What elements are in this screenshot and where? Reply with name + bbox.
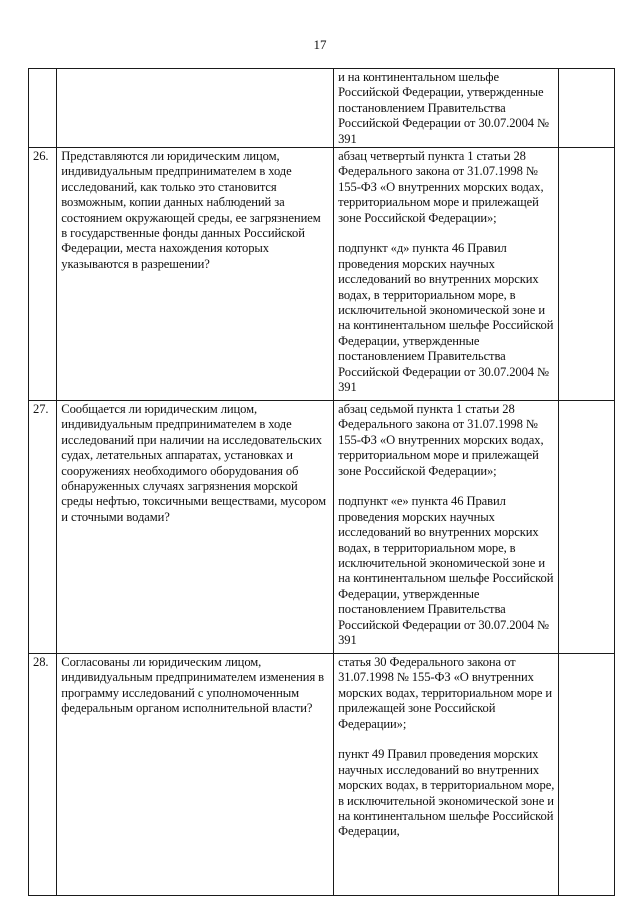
reference-text: подпункт «д» пункта 46 Правил проведения морских научных исследований во внутренних морских водах, в территориальном море, в исключительной экономической зоне и на континентальном шельфе Российской Федерации, утвержденные постановлением Правительства Российской Федерации от 30.07.2004 № 391: [338, 241, 554, 395]
table-row: [29, 401, 615, 654]
reference-text: и на континентальном шельфе Российской Федерации, утвержденные постановлением Правительства Российской Федерации от 30.07.2004 № 391: [338, 70, 549, 146]
reference-text: пункт 49 Правил проведения морских научных исследований во внутренних морских водах, в территориальном море, в исключительной экономической зоне и на континентальном шельфе Российской Федерации,: [338, 747, 555, 839]
reference-text: абзац четвертый пункта 1 статьи 28 Федерального закона от 31.07.1998 № 155-ФЗ «О внутренних морских водах, территориальном море и прилежащей зоне Российской Федерации»;: [338, 149, 544, 225]
reference-text: подпункт «е» пункта 46 Правил проведения морских научных исследований во внутренних морских водах, в территориальном море, в исключительной экономической зоне и на континентальном шельфе Российской Федерации, утвержденные постановлением Правительства Российской Федерации от 30.07.2004 № 391: [338, 494, 554, 648]
reference-text: абзац седьмой пункта 1 статьи 28 Федерального закона от 31.07.1998 № 155-ФЗ «О внутренних морских водах, территориальном море и прилежащей зоне Российской Федерации»;: [338, 402, 544, 478]
question-cell: Представляются ли юридическим лицом, индивидуальным предпринимателем в ходе исследований, как только это становится возможным, копии данных наблюдений за состоянием окружающей среды, ее загрязнением в государственные фонды данных Российской Федерации, места нахождения которых указываются в разрешении?: [57, 148, 334, 401]
row-number: 26.: [29, 148, 57, 401]
empty-cell: [559, 148, 615, 401]
page-number: 17: [313, 37, 327, 52]
reference-cell: [334, 401, 559, 654]
row-number: 27.: [29, 401, 57, 654]
table-row: [29, 654, 615, 896]
empty-cell: [559, 401, 615, 654]
reference-cell: [334, 148, 559, 401]
table-row: [29, 69, 615, 148]
empty-cell: [559, 69, 615, 148]
row-number: 28.: [29, 654, 57, 896]
row-number: [29, 69, 57, 148]
question-cell: [57, 69, 334, 148]
empty-cell: [559, 654, 615, 896]
checklist-table: [28, 68, 615, 896]
reference-cell: [334, 654, 559, 896]
table-row: [29, 148, 615, 401]
reference-cell: [334, 69, 559, 148]
reference-text: статья 30 Федерального закона от 31.07.1998 № 155-ФЗ «О внутренних морских водах, территориальном море и прилежащей зоне Российской Федерации»;: [338, 655, 553, 731]
question-cell: Сообщается ли юридическим лицом, индивидуальным предпринимателем в ходе исследований при наличии на исследовательских судах, летательных аппаратах, установках и сооружениях необходимого оборудования об обнаруженных случаях загрязнения морской среды нефтью, токсичными веществами, мусором и сточными водами?: [57, 401, 334, 654]
question-cell: Согласованы ли юридическим лицом, индивидуальным предпринимателем изменения в программу исследований с уполномоченным федеральным органом исполнительной власти?: [57, 654, 334, 896]
